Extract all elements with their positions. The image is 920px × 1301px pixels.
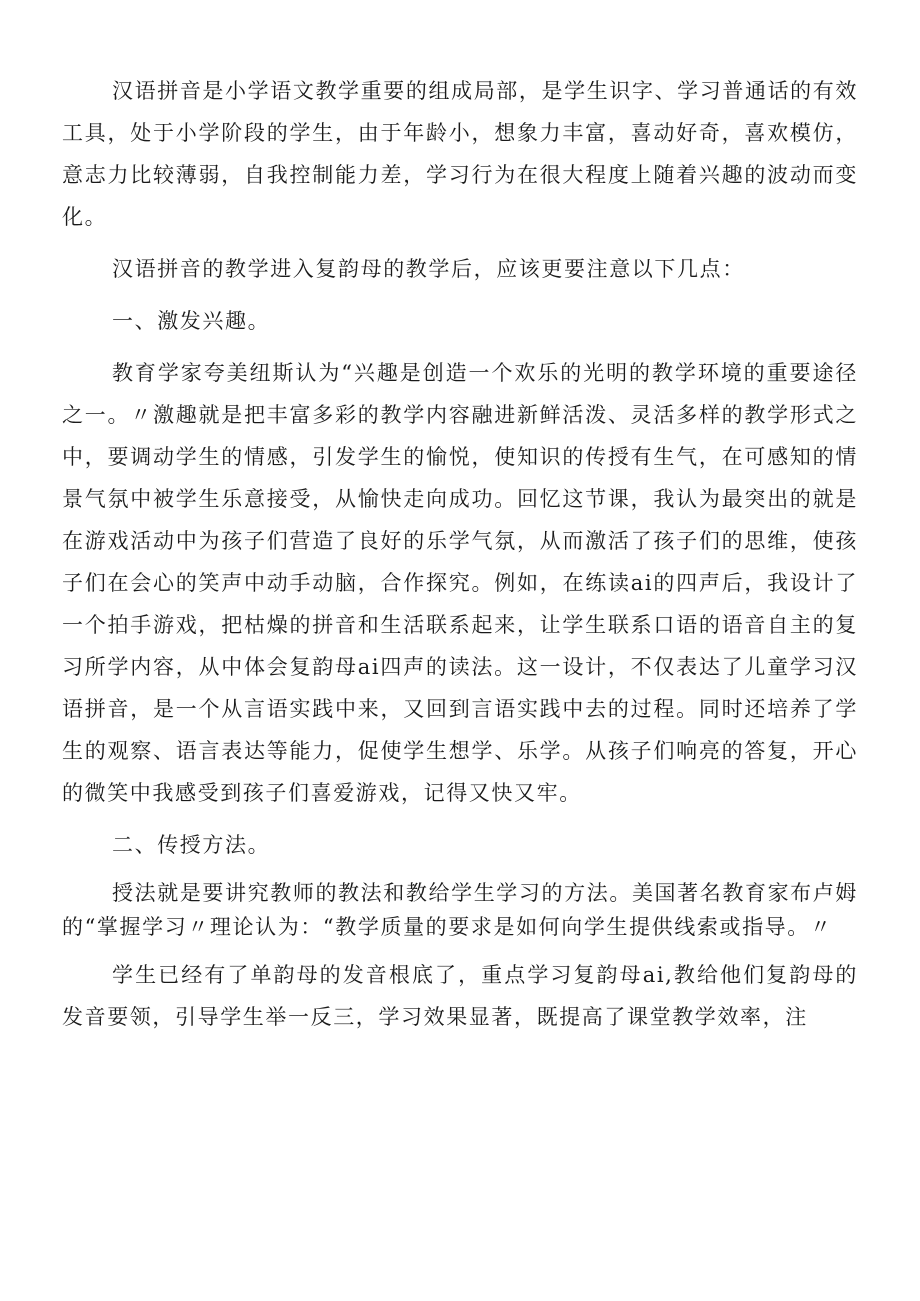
paragraph-intro: 汉语拼音是小学语文教学重要的组成局部，是学生识字、学习普通话的有效工具，处于小学阶段的学生，由于年龄小，想象力丰富，喜动好奇，喜欢模仿，意志力比较薄弱，自我控制能力差，学习行为在很大程度上随着兴趣的波动而变化。 xyxy=(62,79,858,229)
paragraph-interest: 教育学家夸美纽斯认为“兴趣是创造一个欢乐的光明的教学环境的重要途径之一。〃激趣就是把丰富多彩的教学内容融进新鲜活泼、灵活多样的教学形式之中，要调动学生的情感，引发学生的愉悦，使知识的传授有生气，在可感知的情景气氛中被学生乐意接受，从愉快走向成功。回忆这节课，我认为最突出的就是在游戏活动中为孩子们营造了良好的乐学气氛，从而激活了孩子们的思维，使孩子们在会心的笑声中动手动脑，合作探究。例如，在练读ai的四声后，我设计了一个拍手游戏，把枯燥的拼音和生活联系起来，让学生联系口语的语音自主的复习所学内容，从中体会复韵母ai四声的读法。这一设计，不仅表达了儿童学习汉语拼音，是一个从言语实践中来，又回到言语实践中去的过程。同时还培养了学生的观察、语言表达等能力，促使学生想学、乐学。从孩子们响亮的答复，开心的微笑中我感受到孩子们喜爱游戏，记得又快又牢。 xyxy=(62,361,858,805)
paragraph-method: 授法就是要讲究教师的教法和教给学生学习的方法。美国著名教育家布卢姆的“掌握学习〃理论认为：“教学质量的要求是如何向学生提供线索或指导。〃 xyxy=(62,881,858,939)
paragraph-points-intro: 汉语拼音的教学进入复韵母的教学后，应该更要注意以下几点： xyxy=(112,257,745,281)
section-heading-method: 二、传授方法。 xyxy=(112,833,271,857)
section-heading-interest: 一、激发兴趣。 xyxy=(112,309,271,333)
paragraph-finals: 学生已经有了单韵母的发音根底了，重点学习复韵母ai,教给他们复韵母的发音要领，引导学生举一反三，学习效果显著，既提高了课堂教学效率，注 xyxy=(62,963,858,1029)
document-page xyxy=(62,70,858,1038)
